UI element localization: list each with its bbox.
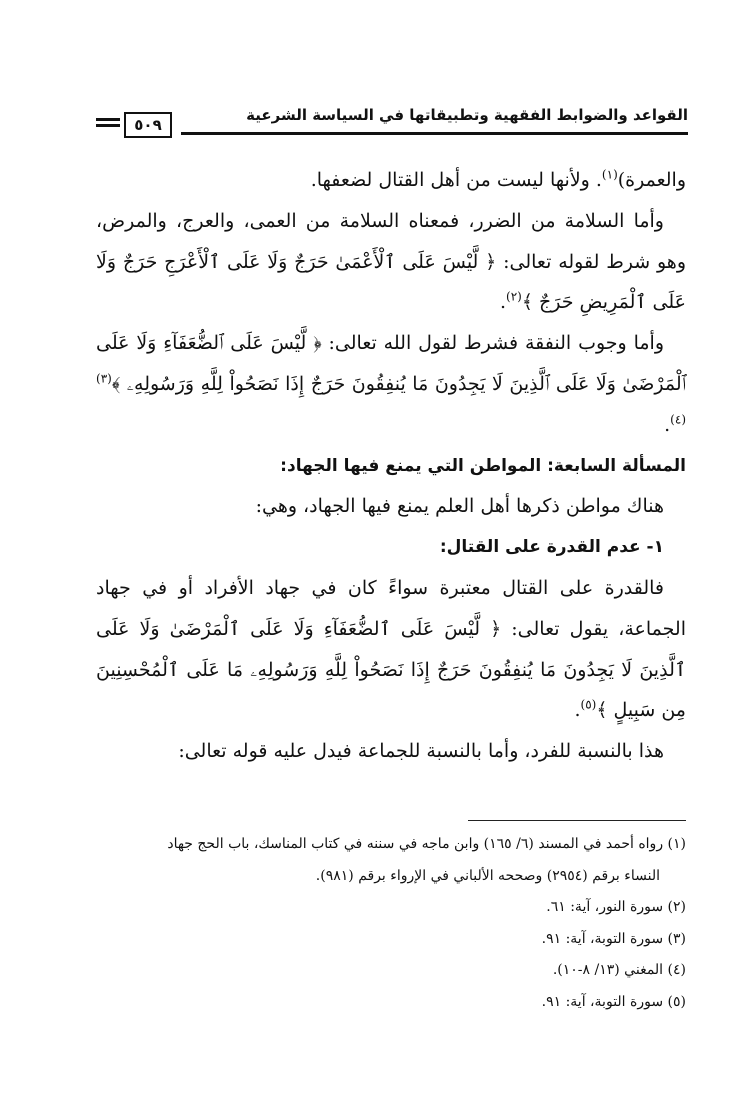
header-ornament-lines [96,118,120,130]
footnote-2: (٢) سورة النور، آية: ٦١. [546,899,686,915]
section-heading: المسألة السابعة: المواطن التي يمنع فيها الجهاد: [280,455,686,476]
quran-verse: ﴿ لَّيْسَ عَلَى ٱلضُّعَفَآءِ وَلَا عَلَى ٱلْمَرْضَىٰ وَلَا عَلَى ٱلَّذِينَ لَا يَجِدُونَ مَا يُنفِقُونَ حَرَجٌ إِذَا نَصَحُواْ لِلَّهِ وَرَسُولِهِۦ ﴾ [96,332,686,395]
footnote-separator [468,820,686,821]
quran-verse: ﴿ لَّيْسَ عَلَى ٱلضُّعَفَآءِ وَلَا عَلَى ٱلْمَرْضَىٰ وَلَا عَلَى ٱلَّذِينَ لَا يَجِدُونَ مَا يُنفِقُونَ حَرَجٌ إِذَا نَصَحُواْ لِلَّهِ وَرَسُولِهِۦ مَا عَلَى ٱلْمُحْسِنِينَ مِن سَبِيلٍ ﴾ [96,617,686,722]
item-heading: ١- عدم القدرة على القتال: [439,537,664,558]
footnote-ref[interactable]: (٢) [506,290,522,305]
paragraph-3: وأما وجوب النفقة فشرط لقول الله تعالى: ﴿ لَّيْسَ عَلَى ٱلضُّعَفَآءِ وَلَا عَلَى ٱلْمَرْضَىٰ وَلَا عَلَى ٱلَّذِينَ لَا يَجِدُونَ مَا يُنفِقُونَ حَرَجٌ إِذَا نَصَحُواْ لِلَّهِ وَرَسُولِهِۦ ﴾$^{(٣)(٤)}$. [96,332,686,436]
paragraph-1: والعمرة)$^{(١)}$. ولأنها ليست من أهل القتال لضعفها. [310,167,686,191]
footnote-ref[interactable]: (١) [601,167,618,182]
footnotes [96,829,686,1018]
page-number: ٥٠٩ [124,112,172,138]
running-title: القواعد والضوابط الفقهية وتطبيقاتها في السياسة الشرعية [246,106,688,124]
paragraph-5: هذا بالنسبة للفرد، وأما بالنسبة للجماعة فيدل عليه قوله تعالى: [178,740,664,763]
header-rule [181,132,688,135]
paragraph-4: فالقدرة على القتال معتبرة سواءً كان في جهاد الأفراد أو في جهاد الجماعة، يقول تعالى: ﴿ لَّيْسَ عَلَى ٱلضُّعَفَآءِ وَلَا عَلَى ٱلْمَرْضَىٰ وَلَا عَلَى ٱلَّذِينَ لَا يَجِدُونَ مَا يُنفِقُونَ حَرَجٌ إِذَا نَصَحُواْ لِلَّهِ وَرَسُولِهِۦ مَا عَلَى ٱلْمُحْسِنِينَ مِن سَبِيلٍ ﴾$^{(٥)}$. [96,576,686,722]
footnote-1-continued: النساء برقم (٢٩٥٤) وصححه الألباني في الإرواء برقم (٩٨١). [315,867,660,884]
footnote-3: (٣) سورة التوبة، آية: ٩١. [541,930,686,947]
footnote-1: (١) رواه أحمد في المسند (٦/ ١٦٥) وابن ماجه في سننه في كتاب المناسك، باب الحج جهاد [167,836,686,852]
footnote-ref[interactable]: (٣)(٤) [96,371,686,427]
footnote-5: (٥) سورة التوبة، آية: ٩١. [541,993,686,1010]
running-header [96,98,688,142]
main-text [96,160,686,772]
paragraph-2: وأما السلامة من الضرر، فمعناه السلامة من العمى، والعرج، والمرض، وهو شرط لقوله تعالى: ﴿ لَّيْسَ عَلَى ٱلْأَعْمَىٰ حَرَجٌ وَلَا عَلَى ٱلْأَعْرَجِ حَرَجٌ وَلَا عَلَى ٱلْمَرِيضِ حَرَجٌ ﴾$^{(٢)}$. [96,209,686,314]
footnote-ref[interactable]: (٥) [580,698,597,713]
quran-verse: ﴿ لَّيْسَ عَلَى ٱلْأَعْمَىٰ حَرَجٌ وَلَا عَلَى ٱلْأَعْرَجِ حَرَجٌ وَلَا عَلَى ٱلْمَرِيضِ حَرَجٌ ﴾ [96,250,686,314]
section-intro: هناك مواطن ذكرها أهل العلم يمنع فيها الجهاد، وهي: [255,495,664,518]
footnote-4: (٤) المغني (١٣/ ٨-١٠). [552,962,686,978]
